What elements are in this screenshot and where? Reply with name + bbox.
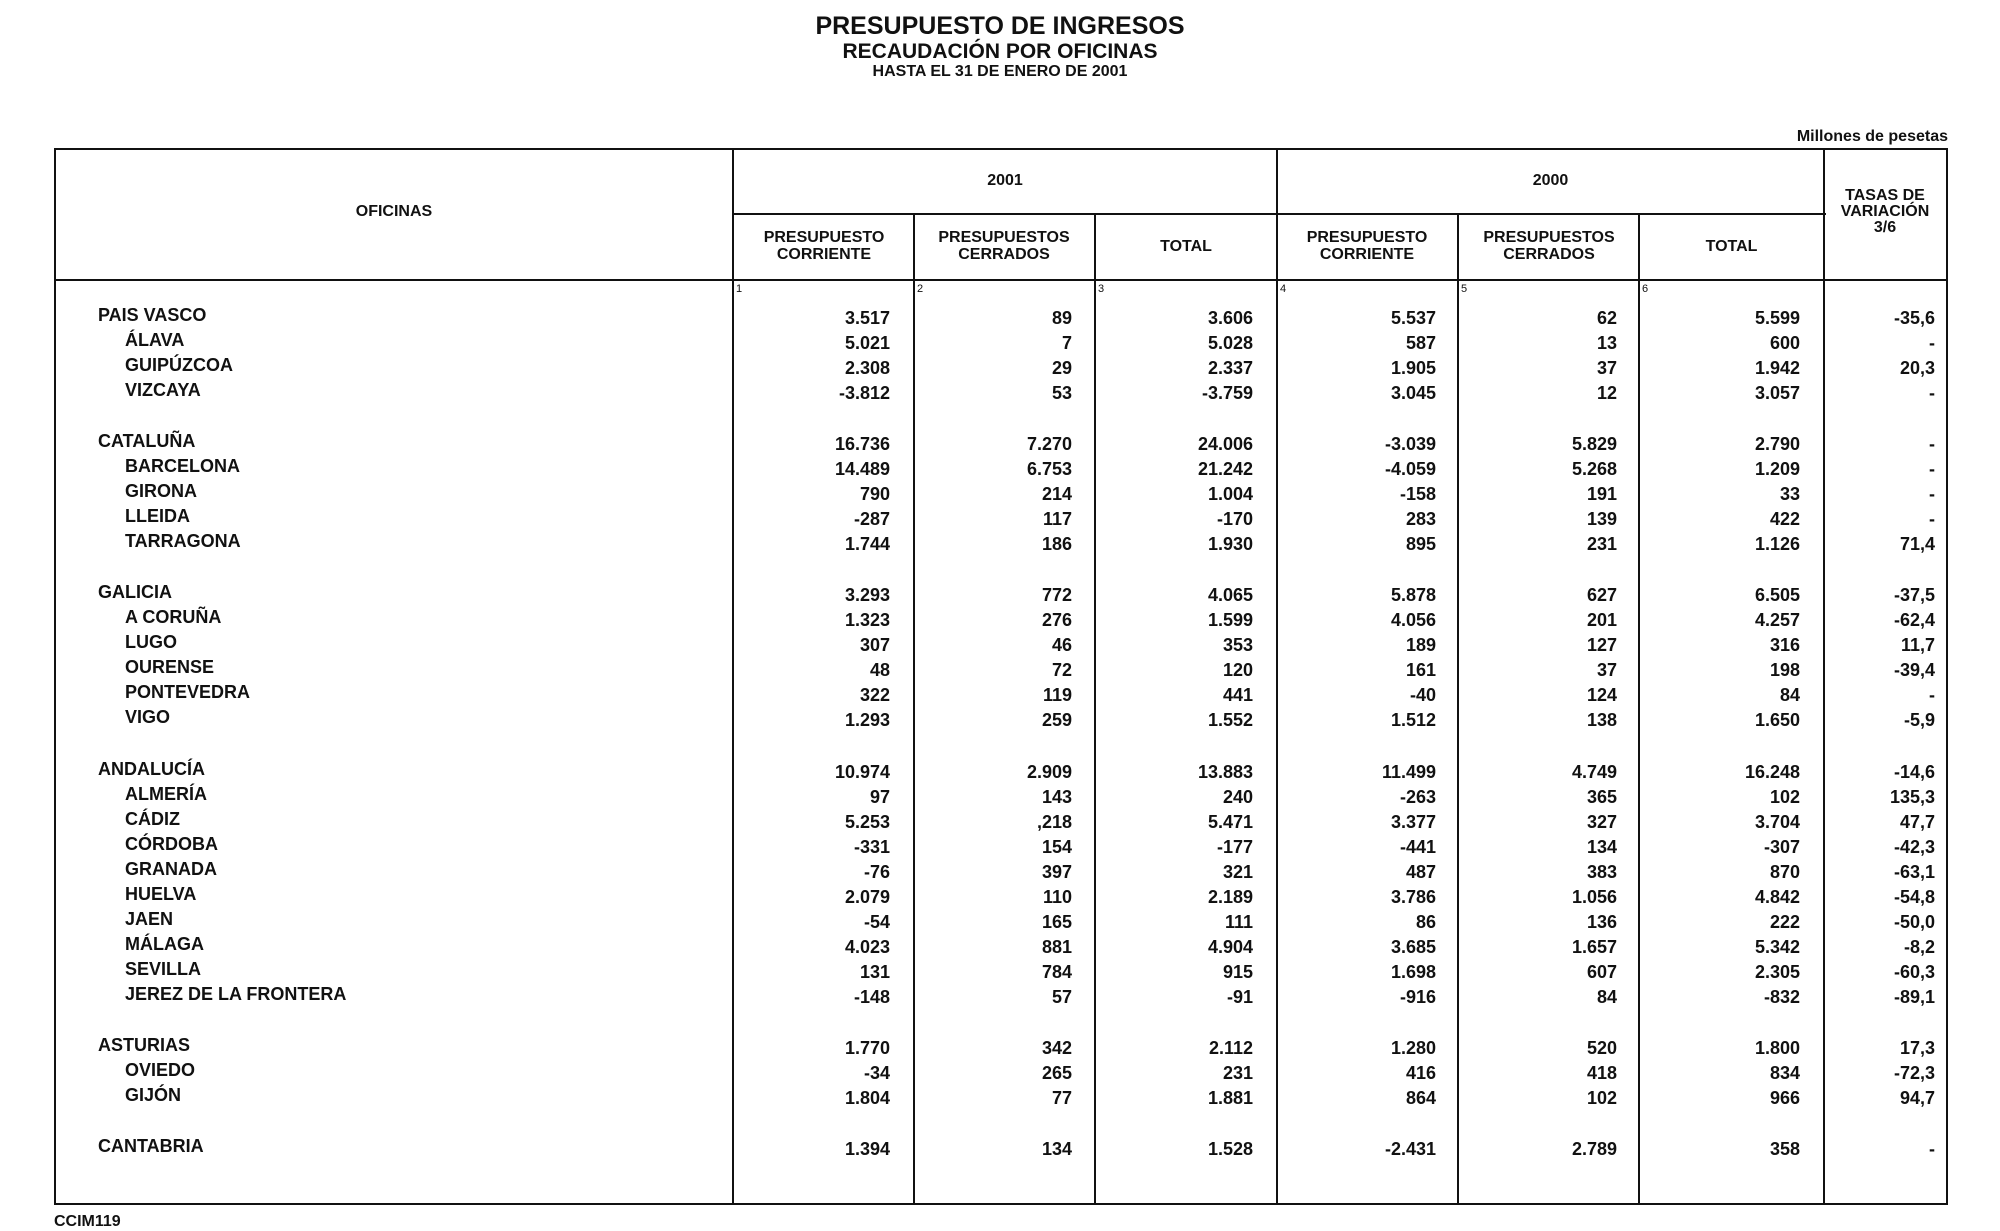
- table-cell: 89: [1051, 308, 1072, 328]
- table-cell: -263: [1399, 787, 1436, 807]
- table-cell: -: [1929, 685, 1935, 705]
- table-cell: 4.257: [1754, 610, 1800, 630]
- table-cell: 47,7: [1899, 812, 1935, 832]
- table-cell: 12: [1596, 383, 1617, 403]
- table-cell: 6.505: [1754, 585, 1800, 605]
- table-cell: 327: [1586, 812, 1617, 832]
- office-name: A CORUÑA: [125, 607, 222, 627]
- region-name: CATALUÑA: [98, 431, 196, 451]
- table-cell: 138: [1586, 710, 1617, 730]
- table-cell: 57: [1051, 987, 1072, 1007]
- table-cell: -60,3: [1893, 962, 1935, 982]
- table-cell: 1.905: [1390, 358, 1436, 378]
- table-cell: -: [1929, 333, 1935, 353]
- table-cell: 915: [1222, 962, 1253, 982]
- table-cell: -42,3: [1893, 837, 1935, 857]
- region-name: GALICIA: [98, 582, 172, 602]
- table-cell: -: [1929, 484, 1935, 504]
- table-cell: 418: [1586, 1063, 1617, 1083]
- table-cell: 881: [1041, 937, 1072, 957]
- table-cell: 5.599: [1754, 308, 1800, 328]
- office-name: CÁDIZ: [125, 809, 180, 829]
- office-name: PONTEVEDRA: [125, 682, 251, 702]
- table-cell: 3.045: [1390, 383, 1436, 403]
- table-cell: 6.753: [1026, 459, 1072, 479]
- table-cell: 165: [1041, 912, 1072, 932]
- header-year-2001: 2001: [987, 172, 1023, 189]
- table-cell: 1.930: [1207, 534, 1253, 554]
- table-cell: 214: [1041, 484, 1072, 504]
- table-cell: 222: [1769, 912, 1800, 932]
- header-closed-2000: PRESUPUESTOS CERRADOS: [1483, 229, 1615, 263]
- table-cell: -148: [853, 987, 890, 1007]
- table-cell: 365: [1586, 787, 1617, 807]
- table-cell: 231: [1586, 534, 1617, 554]
- table-cell: 102: [1586, 1088, 1617, 1108]
- table-cell: 3.293: [844, 585, 890, 605]
- table-cell: 2.079: [844, 887, 890, 907]
- office-name: LLEIDA: [125, 506, 190, 526]
- header-current-2000: PRESUPUESTO CORRIENTE: [1306, 229, 1428, 263]
- table-cell: -76: [863, 862, 890, 882]
- table-cell: 102: [1769, 787, 1800, 807]
- table-cell: 966: [1769, 1088, 1800, 1108]
- office-name: GIJÓN: [125, 1085, 182, 1105]
- table-cell: 5.829: [1571, 434, 1617, 454]
- table-cell: 353: [1222, 635, 1253, 655]
- table-cell: 4.749: [1571, 762, 1617, 782]
- table-cell: 2.308: [844, 358, 890, 378]
- table-cell: 2.909: [1026, 762, 1072, 782]
- table-cell: 154: [1041, 837, 1072, 857]
- table-cell: 117: [1042, 509, 1072, 529]
- table-cell: 71,4: [1899, 534, 1935, 554]
- table-cell: 1.804: [844, 1088, 890, 1108]
- table-cell: 231: [1222, 1063, 1253, 1083]
- table-cell: -89,1: [1893, 987, 1935, 1007]
- table-cell: 895: [1405, 534, 1436, 554]
- table-cell: 1.293: [844, 710, 890, 730]
- table-cell: 790: [859, 484, 890, 504]
- table-cell: 1.770: [844, 1038, 890, 1058]
- table-cell: -63,1: [1893, 862, 1935, 882]
- column-number-6: 6: [1642, 283, 1649, 295]
- table-cell: 94,7: [1899, 1088, 1935, 1108]
- table-cell: 600: [1769, 333, 1800, 353]
- region-name: PAIS VASCO: [98, 305, 207, 325]
- table-cell: -287: [853, 509, 890, 529]
- table-cell: 441: [1222, 685, 1253, 705]
- table-cell: 2.189: [1207, 887, 1253, 907]
- table-cell: 110: [1042, 887, 1072, 907]
- table-cell: 139: [1586, 509, 1617, 529]
- table-cell: 4.065: [1207, 585, 1253, 605]
- table-cell: 383: [1586, 862, 1617, 882]
- table-cell: 3.786: [1390, 887, 1436, 907]
- table-cell: -: [1929, 509, 1935, 529]
- office-name: CÓRDOBA: [125, 834, 218, 854]
- table-cell: 5.253: [844, 812, 890, 832]
- table-cell: 316: [1769, 635, 1800, 655]
- table-cell: -832: [1763, 987, 1800, 1007]
- table-cell: 1.512: [1390, 710, 1436, 730]
- table-cell: 191: [1586, 484, 1617, 504]
- table-cell: 1.056: [1571, 887, 1617, 907]
- table-cell: 5.028: [1207, 333, 1253, 353]
- table-cell: -: [1929, 383, 1935, 403]
- table-cell: 131: [859, 962, 890, 982]
- office-name: JEREZ DE LA FRONTERA: [125, 984, 347, 1004]
- table-cell: -35,6: [1893, 308, 1935, 328]
- table-cell: -916: [1399, 987, 1436, 1007]
- table-cell: 834: [1769, 1063, 1800, 1083]
- table-cell: 84: [1779, 685, 1800, 705]
- table-cell: 5.342: [1754, 937, 1800, 957]
- table-cell: 265: [1041, 1063, 1072, 1083]
- table-cell: -14,6: [1893, 762, 1935, 782]
- table-cell: -54,8: [1893, 887, 1935, 907]
- table-cell: 870: [1769, 862, 1800, 882]
- table-cell: 10.974: [834, 762, 890, 782]
- table-cell: 134: [1586, 837, 1617, 857]
- table-cell: 587: [1405, 333, 1436, 353]
- table-cell: 864: [1405, 1088, 1436, 1108]
- table-cell: 5.537: [1390, 308, 1436, 328]
- table-cell: 5.268: [1571, 459, 1617, 479]
- header-offices: OFICINAS: [355, 203, 433, 220]
- table-cell: 607: [1586, 962, 1617, 982]
- table-cell: 1.599: [1207, 610, 1253, 630]
- table-cell: 2.305: [1754, 962, 1800, 982]
- column-number-5: 5: [1461, 283, 1468, 295]
- table-cell: 11,7: [1900, 635, 1935, 655]
- office-name: BARCELONA: [125, 456, 240, 476]
- table-cell: 307: [859, 635, 890, 655]
- table-cell: -3.759: [1201, 383, 1253, 403]
- table-cell: 1.394: [844, 1139, 890, 1159]
- table-cell: -307: [1763, 837, 1800, 857]
- table-cell: 72: [1051, 660, 1072, 680]
- table-cell: 342: [1041, 1038, 1072, 1058]
- table-cell: 16.248: [1744, 762, 1800, 782]
- table-cell: 240: [1222, 787, 1253, 807]
- office-name: SEVILLA: [125, 959, 202, 979]
- table-cell: -158: [1399, 484, 1436, 504]
- table-cell: -331: [853, 837, 890, 857]
- table-cell: 97: [869, 787, 890, 807]
- office-name: OVIEDO: [125, 1060, 196, 1080]
- document-subtitle: RECAUDACIÓN POR OFICINAS: [842, 40, 1158, 63]
- table-cell: 136: [1586, 912, 1617, 932]
- table-cell: 37: [1596, 660, 1617, 680]
- table-cell: 48: [869, 660, 890, 680]
- table-cell: 276: [1041, 610, 1072, 630]
- table-cell: 283: [1405, 509, 1436, 529]
- table-cell: -39,4: [1893, 660, 1935, 680]
- table-cell: 201: [1586, 610, 1617, 630]
- table-cell: 37: [1596, 358, 1617, 378]
- table-cell: 4.056: [1390, 610, 1436, 630]
- table-cell: -4.059: [1384, 459, 1436, 479]
- table-cell: 124: [1586, 685, 1617, 705]
- units-label: Millones de pesetas: [1796, 128, 1948, 145]
- table-cell: 397: [1041, 862, 1072, 882]
- office-name: VIGO: [125, 707, 171, 727]
- office-name: GRANADA: [125, 859, 217, 879]
- table-cell: 3.606: [1207, 308, 1253, 328]
- table-cell: -91: [1226, 987, 1253, 1007]
- table-cell: 21.242: [1197, 459, 1253, 479]
- office-name: VIZCAYA: [125, 380, 201, 400]
- table-cell: 46: [1051, 635, 1072, 655]
- table-cell: 5.021: [844, 333, 890, 353]
- table-cell: 1.126: [1754, 534, 1800, 554]
- table-cell: 3.377: [1390, 812, 1436, 832]
- table-cell: -50,0: [1893, 912, 1935, 932]
- table-cell: 111: [1224, 912, 1253, 932]
- column-number-3: 3: [1098, 283, 1105, 295]
- table-cell: 2.337: [1207, 358, 1253, 378]
- table-cell: 143: [1041, 787, 1072, 807]
- column-number-2: 2: [917, 283, 924, 295]
- table-cell: 627: [1586, 585, 1617, 605]
- document-date-line: HASTA EL 31 DE ENERO DE 2001: [872, 63, 1128, 80]
- table-cell: 520: [1586, 1038, 1617, 1058]
- table-cell: 3.517: [844, 308, 890, 328]
- header-closed-2001: PRESUPUESTOS CERRADOS: [938, 229, 1070, 263]
- office-name: ALMERÍA: [125, 784, 207, 804]
- table-cell: 4.023: [844, 937, 890, 957]
- table-cell: -5,9: [1903, 710, 1935, 730]
- table-cell: 198: [1769, 660, 1800, 680]
- table-cell: 772: [1041, 585, 1072, 605]
- table-cell: 1.698: [1390, 962, 1436, 982]
- table-cell: -177: [1216, 837, 1253, 857]
- table-cell: 2.112: [1208, 1038, 1253, 1058]
- table-cell: 11.499: [1381, 762, 1436, 782]
- region-name: CANTABRIA: [98, 1136, 204, 1156]
- table-cell: -: [1929, 434, 1935, 454]
- table-cell: 20,3: [1899, 358, 1935, 378]
- table-cell: 13: [1596, 333, 1617, 353]
- table-cell: 119: [1042, 685, 1072, 705]
- table-cell: -3.039: [1384, 434, 1436, 454]
- table-cell: 1.657: [1571, 937, 1617, 957]
- table-cell: 4.842: [1754, 887, 1800, 907]
- header-current-2001: PRESUPUESTO CORRIENTE: [763, 229, 885, 263]
- header-bottom-rule: [54, 279, 1948, 281]
- table-cell: 135,3: [1889, 787, 1935, 807]
- office-name: JAEN: [125, 909, 174, 929]
- table-cell: -3.812: [838, 383, 890, 403]
- office-name: GIRONA: [125, 481, 197, 501]
- table-cell: 84: [1596, 987, 1617, 1007]
- header-total-2000: TOTAL: [1705, 238, 1758, 255]
- table-cell: 784: [1041, 962, 1072, 982]
- table-cell: 1.650: [1754, 710, 1800, 730]
- table-cell: -170: [1216, 509, 1253, 529]
- table-cell: 134: [1041, 1139, 1072, 1159]
- table-cell: 7.270: [1026, 434, 1072, 454]
- table-cell: 3.685: [1390, 937, 1436, 957]
- table-cell: 2.789: [1571, 1139, 1617, 1159]
- table-cell: 86: [1415, 912, 1436, 932]
- table-cell: 5.471: [1207, 812, 1253, 832]
- footer-code: CCIM119: [54, 1213, 121, 1230]
- table-cell: -8,2: [1903, 937, 1935, 957]
- column-number-4: 4: [1280, 283, 1287, 295]
- table-cell: 33: [1779, 484, 1800, 504]
- table-cell: -62,4: [1893, 610, 1935, 630]
- table-cell: -: [1929, 1139, 1935, 1159]
- office-name: OURENSE: [125, 657, 215, 677]
- document-title: PRESUPUESTO DE INGRESOS: [815, 12, 1185, 40]
- office-name: HUELVA: [125, 884, 197, 904]
- table-cell: 29: [1051, 358, 1072, 378]
- table-cell: 1.552: [1207, 710, 1253, 730]
- table-cell: 2.790: [1754, 434, 1800, 454]
- table-cell: -441: [1399, 837, 1436, 857]
- table-cell: 1.800: [1754, 1038, 1800, 1058]
- table-cell: 322: [859, 685, 890, 705]
- table-cell: 7: [1061, 333, 1072, 353]
- table-cell: 127: [1586, 635, 1617, 655]
- table-cell: 13.883: [1197, 762, 1253, 782]
- table-cell: 161: [1405, 660, 1436, 680]
- table-cell: -34: [863, 1063, 890, 1083]
- table-cell: 14.489: [834, 459, 890, 479]
- office-name: MÁLAGA: [125, 934, 204, 954]
- office-name: LUGO: [125, 632, 177, 652]
- table-cell: 1.881: [1207, 1088, 1253, 1108]
- office-name: ÁLAVA: [125, 330, 185, 350]
- region-name: ASTURIAS: [98, 1035, 191, 1055]
- office-name: TARRAGONA: [125, 531, 241, 551]
- table-cell: 62: [1596, 308, 1617, 328]
- table-cell: 3.704: [1754, 812, 1800, 832]
- table-cell: 1.209: [1754, 459, 1800, 479]
- table-cell: 416: [1405, 1063, 1436, 1083]
- table-cell: 189: [1405, 635, 1436, 655]
- table-cell: 321: [1222, 862, 1253, 882]
- table-cell: 358: [1769, 1139, 1800, 1159]
- table-cell: 3.057: [1754, 383, 1800, 403]
- table-cell: 1.280: [1390, 1038, 1436, 1058]
- table-cell: 17,3: [1899, 1038, 1935, 1058]
- table-cell: 259: [1041, 710, 1072, 730]
- column-number-1: 1: [736, 283, 743, 295]
- header-divider-years: [732, 213, 1826, 215]
- table-cell: 1.744: [844, 534, 890, 554]
- table-cell: -: [1929, 459, 1935, 479]
- table-cell: 16.736: [834, 434, 890, 454]
- table-cell: -54: [863, 912, 890, 932]
- header-total-2001: TOTAL: [1160, 238, 1212, 255]
- table-cell: 186: [1041, 534, 1072, 554]
- region-name: ANDALUCÍA: [98, 759, 205, 779]
- table-cell: 1.004: [1207, 484, 1253, 504]
- table-cell: 1.942: [1754, 358, 1800, 378]
- table-cell: -2.431: [1384, 1139, 1436, 1159]
- table-cell: -72,3: [1893, 1063, 1935, 1083]
- table-cell: 1.323: [844, 610, 890, 630]
- table-cell: 4.904: [1207, 937, 1253, 957]
- table-cell: -40: [1409, 685, 1436, 705]
- table-cell: 120: [1222, 660, 1253, 680]
- table-cell: 5.878: [1390, 585, 1436, 605]
- office-name: GUIPÚZCOA: [125, 355, 233, 375]
- table-cell: 77: [1051, 1088, 1072, 1108]
- table-cell: -37,5: [1893, 585, 1935, 605]
- table-cell: 53: [1051, 383, 1072, 403]
- table-cell: 422: [1769, 509, 1800, 529]
- header-year-2000: 2000: [1532, 172, 1569, 189]
- table-cell: 24.006: [1197, 434, 1253, 454]
- table-cell: 1.528: [1207, 1139, 1253, 1159]
- table-cell: ,218: [1036, 812, 1072, 832]
- table-cell: 487: [1405, 862, 1436, 882]
- header-rate: TASAS DE VARIACIÓN 3/6: [1840, 187, 1930, 236]
